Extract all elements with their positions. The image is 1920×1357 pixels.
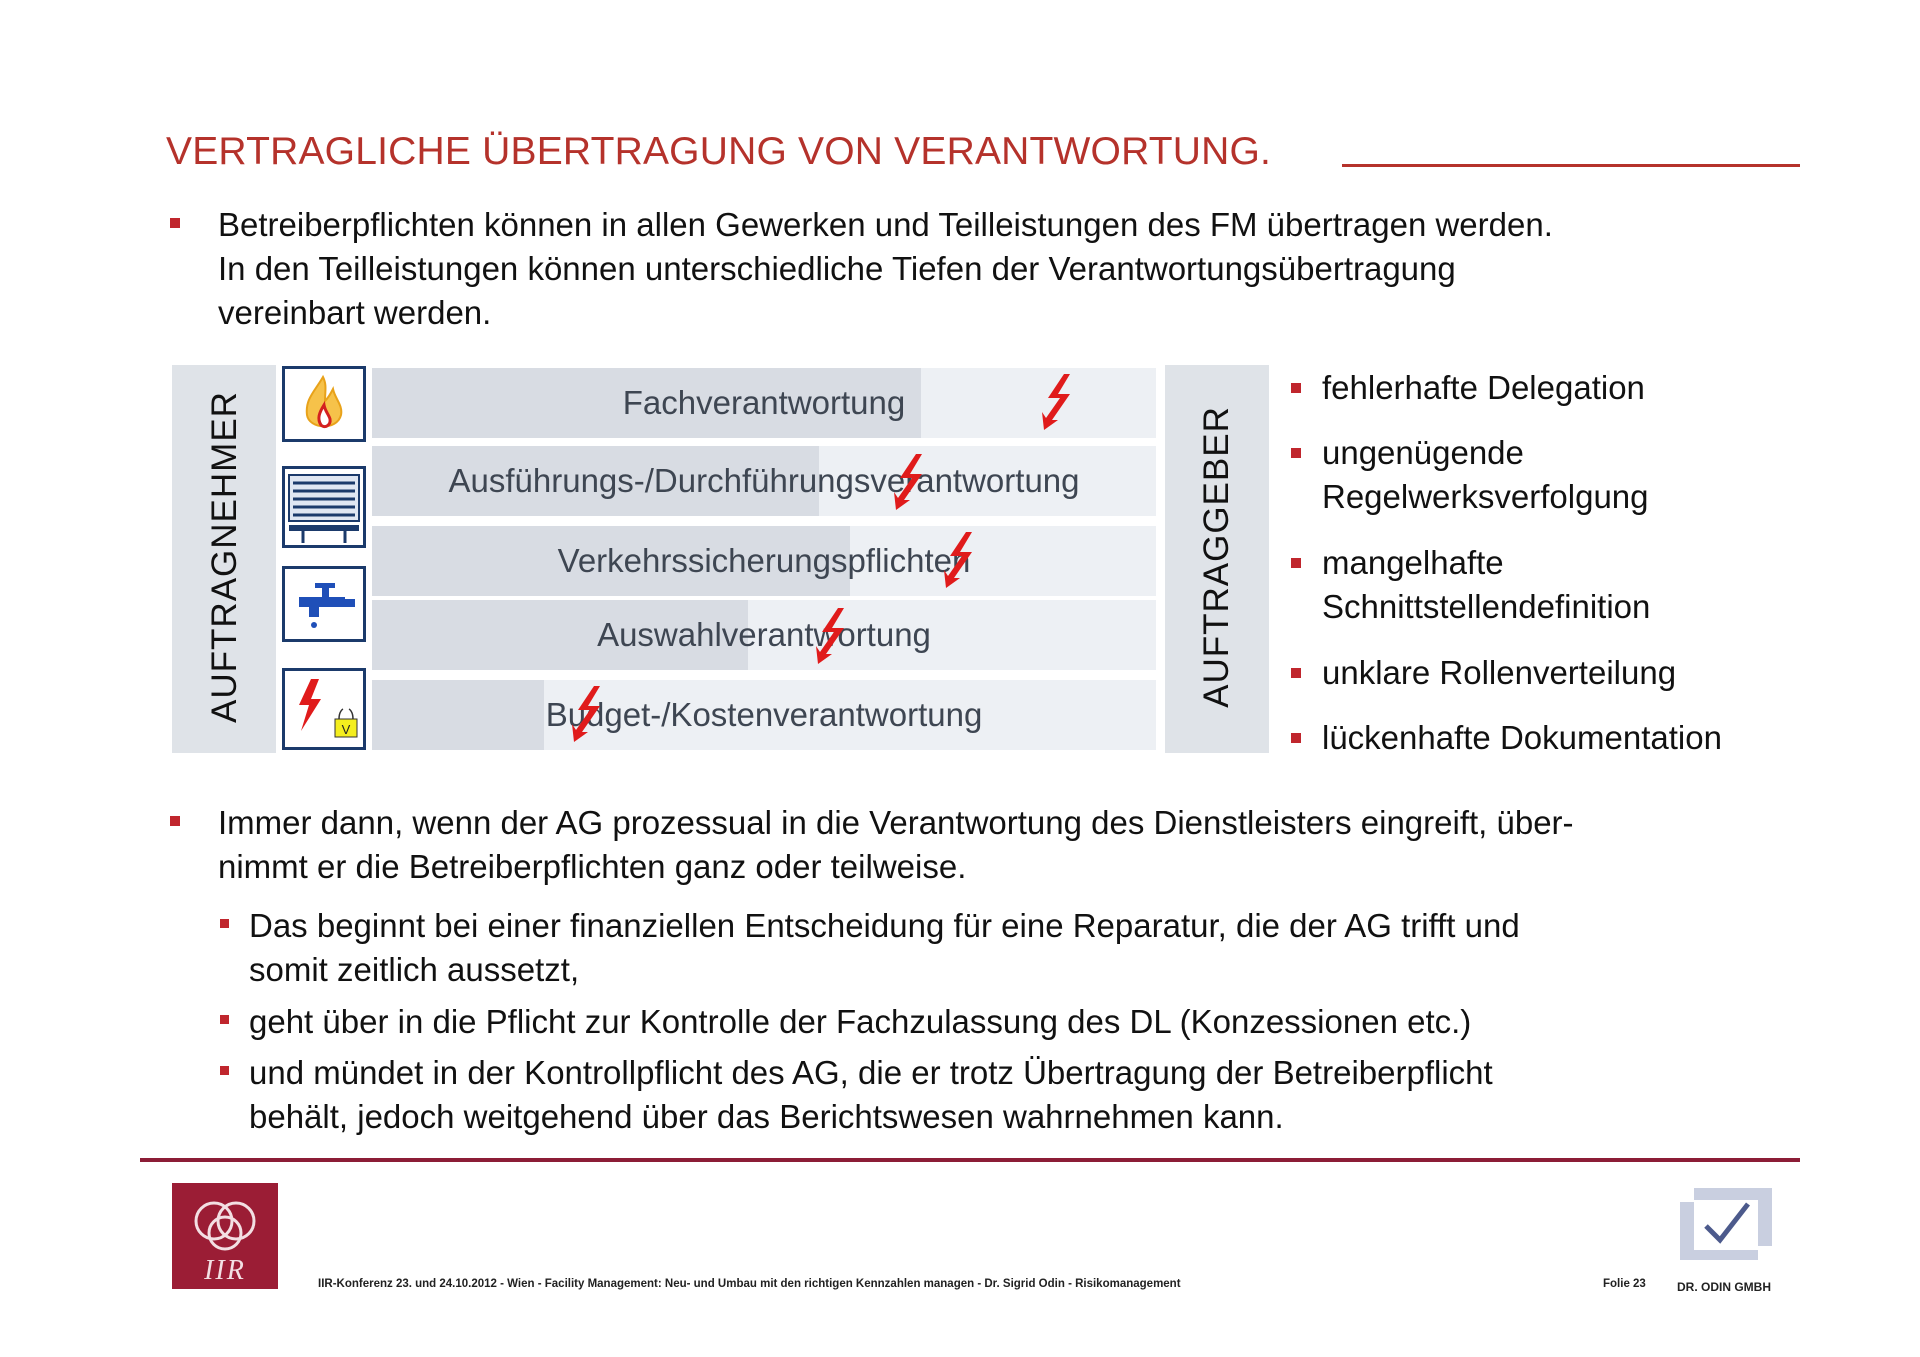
lightning-bolt-icon <box>1038 372 1082 434</box>
sub-point-cont: behält, jedoch weitgehend über das Berichtswesen wahrnehmen kann. <box>249 1098 1284 1135</box>
risk-item: unklare Rollenverteilung <box>1322 654 1677 691</box>
slide-title: VERTRAGLICHE ÜBERTRAGUNG VON VERANTWORTUNG. <box>166 130 1272 173</box>
bullet-marker <box>1291 558 1301 568</box>
iir-logo <box>172 1183 278 1289</box>
intro-line-1: Betreiberpflichten können in allen Gewerken und Teilleistungen des FM übertragen werden. <box>218 206 1553 243</box>
sub-point: Das beginnt bei einer finanziellen Entscheidung für eine Reparatur, die der AG trifft und <box>249 907 1520 944</box>
slide-number: Folie 23 <box>1603 1278 1646 1290</box>
bullet-marker <box>1291 383 1301 393</box>
client-label: AUFTRAGGEBER <box>1197 406 1236 708</box>
main-point-line-1: Immer dann, wenn der AG prozessual in die Verantwortung des Dienstleisters eingreift, über- <box>218 804 1574 841</box>
sub-point: geht über in die Pflicht zur Kontrolle der Fachzulassung des DL (Konzessionen etc.) <box>249 1003 1472 1040</box>
risk-item-cont: Regelwerksverfolgung <box>1322 478 1649 515</box>
row-label: Budget-/Kostenverantwortung <box>545 696 983 733</box>
footer-conference-text: IIR-Konferenz 23. und 24.10.2012 - Wien - Facility Management: Neu- und Umbau mit den richtigen Kennzahlen managen - Dr. Sigrid Odin - Risikomanagement <box>318 1278 1181 1290</box>
sub-bullet-marker <box>220 1066 229 1075</box>
sub-point: und mündet in der Kontrollpflicht des AG, die er trotz Übertragung der Betreiberpflicht <box>249 1054 1493 1091</box>
bullet-marker <box>170 218 180 228</box>
row-label: Ausführungs-/Durchführungsverantwortung <box>448 462 1080 499</box>
row-label: Auswahlverantwortung <box>597 616 931 653</box>
main-point-line-2: nimmt er die Betreiberpflichten ganz oder teilweise. <box>218 848 967 885</box>
bullet-marker <box>1291 733 1301 743</box>
dr-odin-logo-text: DR. ODIN GMBH <box>1677 1280 1771 1294</box>
responsibility-row <box>372 526 1156 596</box>
responsibility-row <box>372 446 1156 516</box>
water-tap-icon <box>282 566 366 642</box>
risk-item-cont: Schnittstellendefinition <box>1322 588 1651 625</box>
electrical-icon <box>282 668 366 750</box>
lightning-bolt-icon <box>812 606 856 668</box>
sub-point-cont: somit zeitlich aussetzt, <box>249 951 580 988</box>
document-icon <box>282 466 366 548</box>
flame-icon <box>282 366 366 442</box>
lightning-bolt-icon <box>940 530 984 592</box>
row-label: Fachverantwortung <box>622 384 906 421</box>
row-label: Verkehrssicherungspflichten <box>557 542 971 579</box>
bullet-marker <box>1291 668 1301 678</box>
intro-line-2: In den Teilleistungen können unterschiedliche Tiefen der Verantwortungsübertragung <box>218 250 1456 287</box>
intro-line-3: vereinbart werden. <box>218 294 492 331</box>
sub-bullet-marker <box>220 1015 229 1024</box>
voltmeter-label: V <box>341 722 351 737</box>
bullet-marker <box>1291 448 1301 458</box>
contractor-label: AUFTRAGNEHMER <box>205 391 244 723</box>
footer-rule <box>140 1158 1800 1162</box>
sub-bullet-marker <box>220 919 229 928</box>
lightning-bolt-icon <box>568 684 612 746</box>
risk-item: fehlerhafte Delegation <box>1322 369 1645 406</box>
risk-item: lückenhafte Dokumentation <box>1322 719 1722 756</box>
lightning-bolt-icon <box>890 452 934 514</box>
title-underline <box>1342 164 1800 167</box>
risk-item: mangelhafte <box>1322 544 1504 581</box>
responsibility-row <box>372 600 1156 670</box>
dr-odin-logo <box>1676 1186 1776 1262</box>
bullet-marker <box>170 816 180 826</box>
risk-item: ungenügende <box>1322 434 1524 471</box>
iir-logo-text: IIR <box>204 1255 246 1286</box>
responsibility-row <box>372 680 1156 750</box>
